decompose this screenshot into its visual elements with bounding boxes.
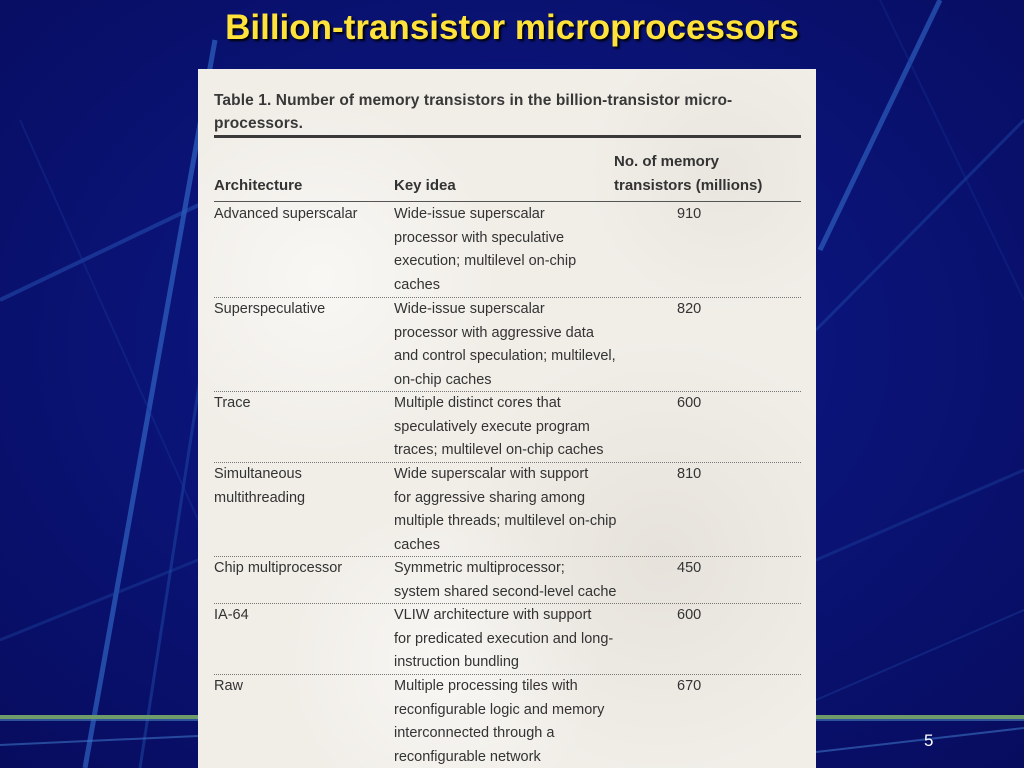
row-smt-key-idea	[394, 463, 644, 557]
row-chip-multiprocessor-key-idea	[394, 557, 644, 604]
cell-line: Simultaneous	[214, 466, 302, 482]
cell-line: reconfigurable network	[394, 748, 541, 765]
row-superspeculative-architecture	[214, 298, 384, 322]
row-chip-multiprocessor-count: 450	[677, 560, 702, 576]
cell-line: IA-64	[214, 607, 249, 623]
cell-line: on-chip caches	[394, 371, 492, 388]
row-raw-key-idea	[394, 675, 644, 768]
header-key-idea: Key idea	[394, 177, 456, 194]
row-trace-architecture	[214, 392, 384, 416]
cell-line: execution; multilevel on-chip	[394, 253, 577, 269]
row-smt-architecture	[214, 463, 384, 510]
cell-line: for predicated execution and long-	[394, 630, 614, 647]
cell-line: Wide superscalar with support	[394, 466, 589, 482]
cell-line: for aggressive sharing among	[394, 489, 586, 506]
cell-line: VLIW architecture with support	[394, 607, 592, 623]
caption-line: Table 1. Number of memory transistors in the billion-transistor micro-	[214, 92, 733, 109]
cell-line: Superspeculative	[214, 301, 326, 317]
row-trace-key-idea	[394, 392, 644, 463]
cell-line: interconnected through a	[394, 725, 555, 741]
row-ia64-count: 600	[677, 607, 702, 623]
cell-line: Raw	[214, 678, 244, 694]
row-ia64-key-idea	[394, 604, 644, 675]
slide-page-number: 5	[924, 731, 934, 750]
cell-line: multithreading	[214, 489, 306, 506]
cell-line: and control speculation; multilevel,	[394, 348, 616, 364]
header-rule	[214, 201, 801, 202]
header-count-line: transistors (millions)	[614, 176, 763, 194]
row-superspeculative-count: 820	[677, 301, 702, 317]
table-figure	[198, 69, 816, 768]
caption-line: processors.	[214, 115, 303, 132]
row-superspeculative-key-idea	[394, 298, 644, 392]
cell-line: caches	[394, 276, 440, 293]
cell-line: Wide-issue superscalar	[394, 206, 545, 222]
row-raw-architecture	[214, 675, 384, 699]
header-count-line: No. of memory	[614, 153, 720, 170]
cell-line: instruction bundling	[394, 654, 519, 670]
cell-line: speculatively execute program	[394, 418, 590, 435]
cell-line: processor with aggressive data	[394, 324, 594, 341]
row-chip-multiprocessor-architecture	[214, 557, 384, 581]
row-advanced-superscalar-key-idea	[394, 203, 644, 297]
cell-line: multiple threads; multilevel on-chip	[394, 513, 617, 529]
row-advanced-superscalar-architecture	[214, 203, 384, 227]
cell-line: Multiple processing tiles with	[394, 678, 578, 694]
table-top-rule	[214, 135, 801, 138]
cell-line: processor with speculative	[394, 229, 565, 246]
header-transistor-count	[614, 150, 762, 197]
cell-line: Chip multiprocessor	[214, 560, 343, 576]
cell-line: system shared second-level cache	[394, 583, 617, 600]
row-ia64-architecture	[214, 604, 384, 628]
cell-line: caches	[394, 536, 440, 553]
cell-line: Advanced superscalar	[214, 206, 358, 222]
table-caption	[214, 89, 804, 135]
slide-title: Billion-transistor microprocessors	[225, 8, 799, 47]
row-advanced-superscalar-count: 910	[677, 206, 702, 222]
cell-line: reconfigurable logic and memory	[394, 701, 605, 718]
header-architecture: Architecture	[214, 177, 303, 194]
cell-line: Multiple distinct cores that	[394, 395, 561, 411]
cell-line: traces; multilevel on-chip caches	[394, 442, 604, 458]
row-smt-count: 810	[677, 466, 702, 482]
cell-line: Trace	[214, 395, 251, 411]
row-raw-count: 670	[677, 678, 702, 694]
row-trace-count: 600	[677, 395, 702, 411]
cell-line: Wide-issue superscalar	[394, 301, 545, 317]
cell-line: Symmetric multiprocessor;	[394, 560, 565, 576]
